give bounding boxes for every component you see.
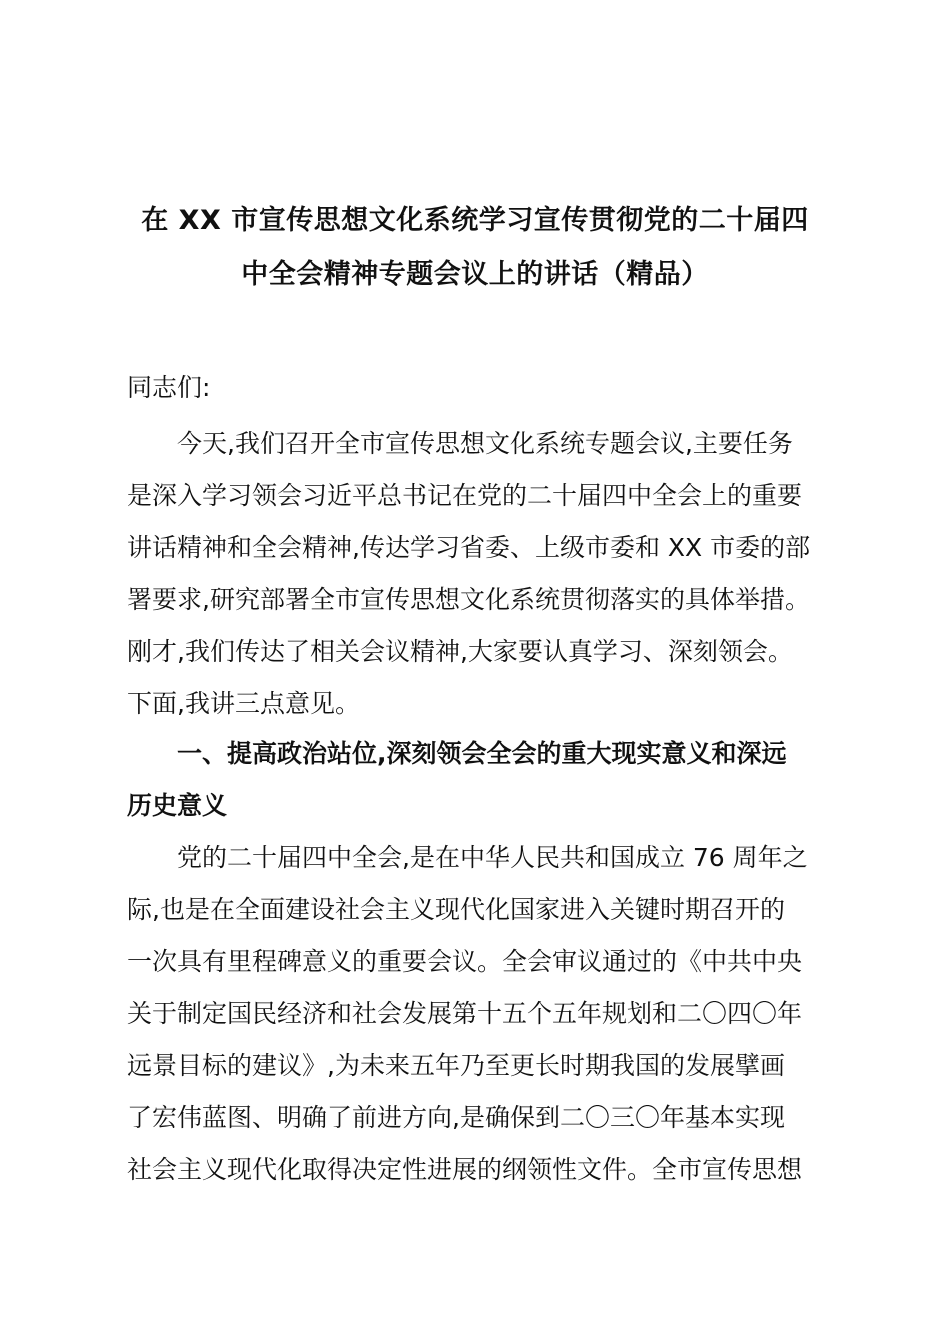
paragraph-line: 社会主义现代化取得决定性进展的纲领性文件。全市宣传思想: [127, 1155, 803, 1184]
salutation-text: 同志们:: [127, 373, 211, 402]
paragraph-line: 一次具有里程碑意义的重要会议。全会审议通过的《中共中央: [127, 947, 803, 976]
paragraph-line: 刚才,我们传达了相关会议精神,大家要认真学习、深刻领会。: [127, 637, 793, 666]
paragraph-line: 是深入学习领会习近平总书记在党的二十届四中全会上的重要: [127, 481, 803, 510]
paragraph-intro: [127, 418, 827, 730]
document-title: [110, 194, 840, 302]
paragraph-section-1: [127, 832, 827, 1196]
paragraph-line: 际,也是在全面建设社会主义现代化国家进入关键时期召开的: [127, 895, 785, 924]
heading-line: 一、提高政治站位,深刻领会全会的重大现实意义和深远: [177, 739, 787, 768]
paragraph-line: 关于制定国民经济和社会发展第十五个五年规划和二〇四〇年: [127, 999, 803, 1028]
paragraph-line: 远景目标的建议》,为未来五年乃至更长时期我国的发展擘画: [127, 1051, 785, 1080]
title-line: 在 XX 市宣传思想文化系统学习宣传贯彻党的二十届四: [141, 205, 809, 236]
paragraph-line: 下面,我讲三点意见。: [127, 689, 360, 718]
paragraph-line: 署要求,研究部署全市宣传思想文化系统贯彻落实的具体举措。: [127, 585, 810, 614]
paragraph-line: 了宏伟蓝图、明确了前进方向,是确保到二〇三〇年基本实现: [127, 1103, 785, 1132]
paragraph-line: 讲话精神和全会精神,传达学习省委、上级市委和 XX 市委的部: [127, 533, 811, 562]
salutation: [127, 362, 827, 414]
paragraph-line: 今天,我们召开全市宣传思想文化系统专题会议,主要任务: [177, 429, 793, 458]
heading-line: 历史意义: [127, 791, 228, 820]
title-line: 中全会精神专题会议上的讲话（精品）: [241, 259, 709, 290]
paragraph-line: 党的二十届四中全会,是在中华人民共和国成立 76 周年之: [177, 843, 808, 872]
section-heading-1: [127, 728, 827, 832]
